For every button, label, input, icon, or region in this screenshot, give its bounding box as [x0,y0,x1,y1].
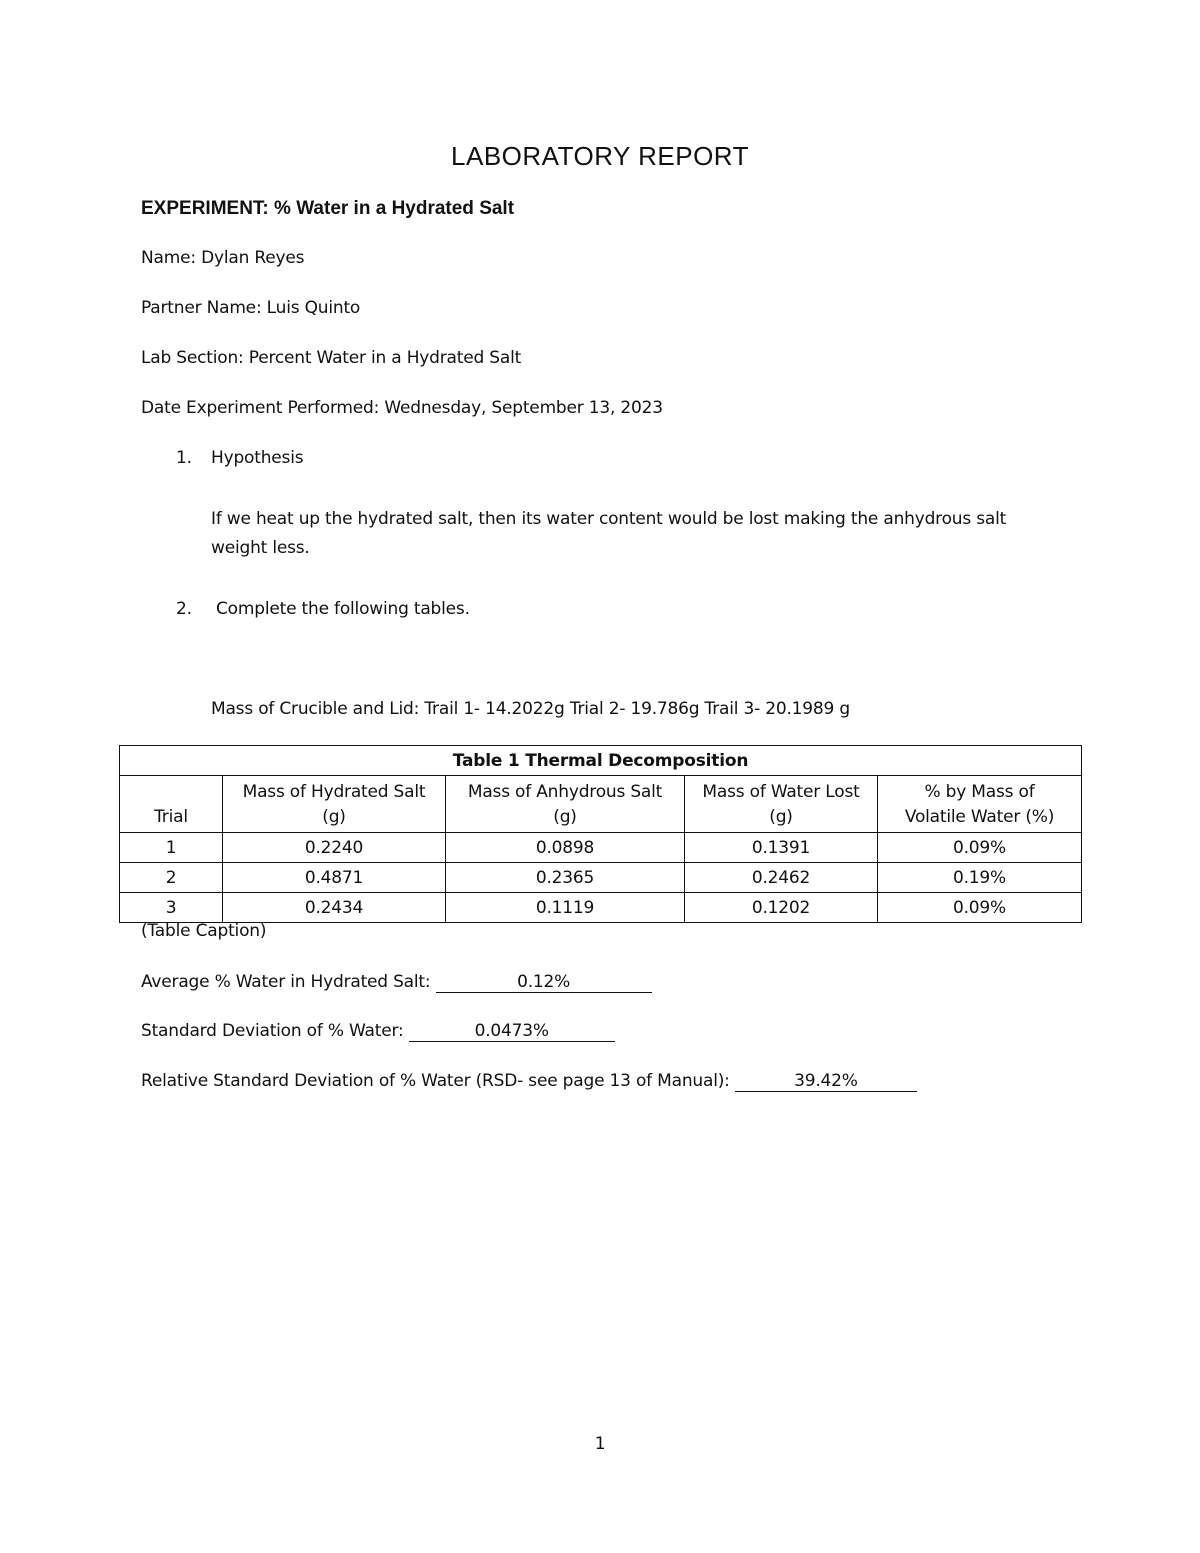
table-caption-placeholder: (Table Caption) [141,921,267,941]
crucible-mass-line: Mass of Crucible and Lid: Trail 1- 14.2022g Trial 2- 19.786g Trail 3- 20.1989 g [211,699,850,719]
average-water-value: 0.12% [436,972,652,993]
header-trial: Trial [120,776,223,833]
table-cell: 0.1202 [685,893,878,923]
partner-field: Partner Name: Luis Quinto [141,298,361,318]
table-cell: 3 [120,893,223,923]
rsd-line [141,1071,917,1092]
table-caption: Table 1 Thermal Decomposition [120,746,1082,776]
table-cell: 0.2365 [446,863,685,893]
table-row [120,863,1082,893]
experiment-heading: EXPERIMENT: % Water in a Hydrated Salt [141,198,515,219]
section-field: Lab Section: Percent Water in a Hydrated Salt [141,348,522,368]
hypothesis-text-line-1: If we heat up the hydrated salt, then its water content would be lost making the anhydrous salt [211,509,1007,529]
table-cell: 0.1119 [446,893,685,923]
table-cell: 0.09% [878,833,1082,863]
header-percent-water: % by Mass of Volatile Water (%) [878,776,1082,833]
table-cell: 1 [120,833,223,863]
table-cell: 0.1391 [685,833,878,863]
average-water-line [141,972,652,993]
item-2-number: 2. [176,599,192,619]
item-1-number: 1. [176,448,192,468]
table-row [120,893,1082,923]
name-field: Name: Dylan Reyes [141,248,305,268]
header-hydrated-salt: Mass of Hydrated Salt (g) [223,776,446,833]
header-anhydrous-salt: Mass of Anhydrous Salt (g) [446,776,685,833]
thermal-decomposition-table [119,745,1082,923]
table-cell: 0.0898 [446,833,685,863]
std-dev-line [141,1021,615,1042]
report-title: LABORATORY REPORT [451,141,749,171]
rsd-value: 39.42% [735,1071,917,1092]
table-cell: 0.19% [878,863,1082,893]
table-cell: 0.2462 [685,863,878,893]
std-dev-label: Standard Deviation of % Water: [141,1021,409,1041]
rsd-label: Relative Standard Deviation of % Water (RSD- see page 13 of Manual): [141,1071,735,1091]
table-cell: 0.09% [878,893,1082,923]
item-1-label: Hypothesis [211,448,304,468]
page-number: 1 [594,1434,606,1454]
hypothesis-text-line-2: weight less. [211,538,310,558]
table-row [120,833,1082,863]
table-cell: 0.4871 [223,863,446,893]
table-cell: 2 [120,863,223,893]
average-water-label: Average % Water in Hydrated Salt: [141,972,436,992]
date-field: Date Experiment Performed: Wednesday, September 13, 2023 [141,398,663,418]
item-2-label: Complete the following tables. [216,599,470,619]
table-cell: 0.2434 [223,893,446,923]
header-water-lost: Mass of Water Lost (g) [685,776,878,833]
std-dev-value: 0.0473% [409,1021,615,1042]
table-cell: 0.2240 [223,833,446,863]
